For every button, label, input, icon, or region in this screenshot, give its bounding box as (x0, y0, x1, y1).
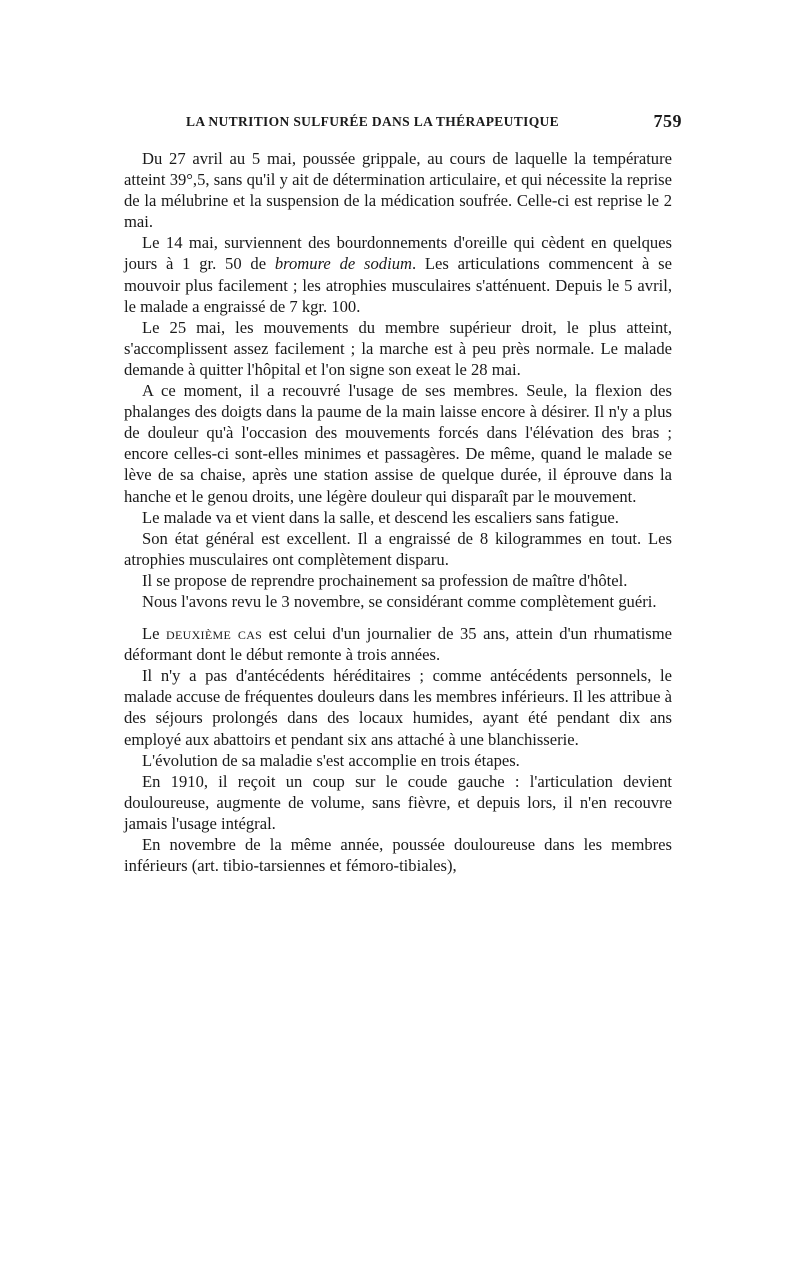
running-head: LA NUTRITION SULFURÉE DANS LA THÉRAPEUTIQUE (186, 114, 560, 129)
drug-name-italic: bromure de sodium (274, 254, 412, 274)
paragraph: Son état général est excellent. Il a engraissé de 8 kilogrammes en tout. Les atrophies musculaires ont complètement disparu. (124, 528, 672, 569)
paragraph: A ce moment, il a recouvré l'usage de ses membres. Seule, la flexion des phalanges des doigts dans la paume de la main laisse encore à désirer. Il n'y a plus de douleur qu'à l'occasion des mouvements forcés dans l'élévation des bras ; encore celles-ci sont-elles minimes et passagères. De même, quand le malade se lève de sa chaise, après une station assise de quelque durée, il éprouve dans la hanche et le genou droits, une légère douleur qui disparaît par le mouvement. (124, 381, 672, 506)
paragraph-text: . Les articulations commencent à se mouvoir plus facilement ; les atrophies musculaires s'atténuent. Depuis le 5 avril, le malade a engraissé de 7 kgr. 100. (124, 254, 672, 316)
paragraph-text: Le (142, 624, 167, 644)
paragraph: Le 25 mai, les mouvements du membre supérieur droit, le plus atteint, s'accomplissent assez facilement ; la marche est à peu près normale. Le malade demande à quitter l'hôpital et l'on signe son exeat le 28 mai. (124, 317, 672, 379)
paragraph: Il n'y a pas d'antécédents héréditaires ; comme antécédents personnels, le malade accuse de fréquentes douleurs dans les membres inférieurs. Il les attribue à des séjours prolongés dans des locaux humides, ayant été pendant dix ans employé aux abattoirs et pendant six ans attaché à une blanchisserie. (124, 666, 672, 749)
page-header (186, 111, 682, 138)
paragraph-text: est celui d'un journalier de 35 ans, attein d'un rhumatisme déformant dont le début remonte à trois années. (124, 624, 673, 665)
paragraph: Nous l'avons revu le 3 novembre, se considérant comme complètement guéri. (142, 591, 657, 611)
paragraph: En 1910, il reçoit un coup sur le coude gauche : l'articulation devient douloureuse, augmente de volume, sans fièvre, et depuis lors, il n'en recouvre jamais l'usage intégral. (124, 771, 672, 833)
body-text (124, 148, 672, 876)
page-number: 759 (653, 111, 682, 131)
paragraph (124, 232, 672, 316)
paragraph (124, 623, 672, 665)
paragraph: Il se propose de reprendre prochainement sa profession de maître d'hôtel. (142, 570, 628, 590)
case-heading-smallcaps: deuxième cas (166, 624, 263, 644)
paragraph: Du 27 avril au 5 mai, poussée grippale, au cours de laquelle la température atteint 39°,5, sans qu'il y ait de détermination articulaire, et qui nécessite la reprise de la mélubrine et la suspension de la médication soufrée. Celle-ci est reprise le 2 mai. (124, 149, 672, 232)
paragraph: En novembre de la même année, poussée douloureuse dans les membres inférieurs (art. tibio-tarsiennes et fémoro-tibiales), (124, 835, 672, 876)
paragraph-text: Le 14 mai, surviennent des bourdonnements d'oreille qui cèdent en quelques jours à 1 gr. 50 de (124, 233, 672, 274)
paragraph: L'évolution de sa maladie s'est accomplie en trois étapes. (142, 750, 520, 770)
paragraph: Le malade va et vient dans la salle, et descend les escaliers sans fatigue. (142, 507, 619, 527)
